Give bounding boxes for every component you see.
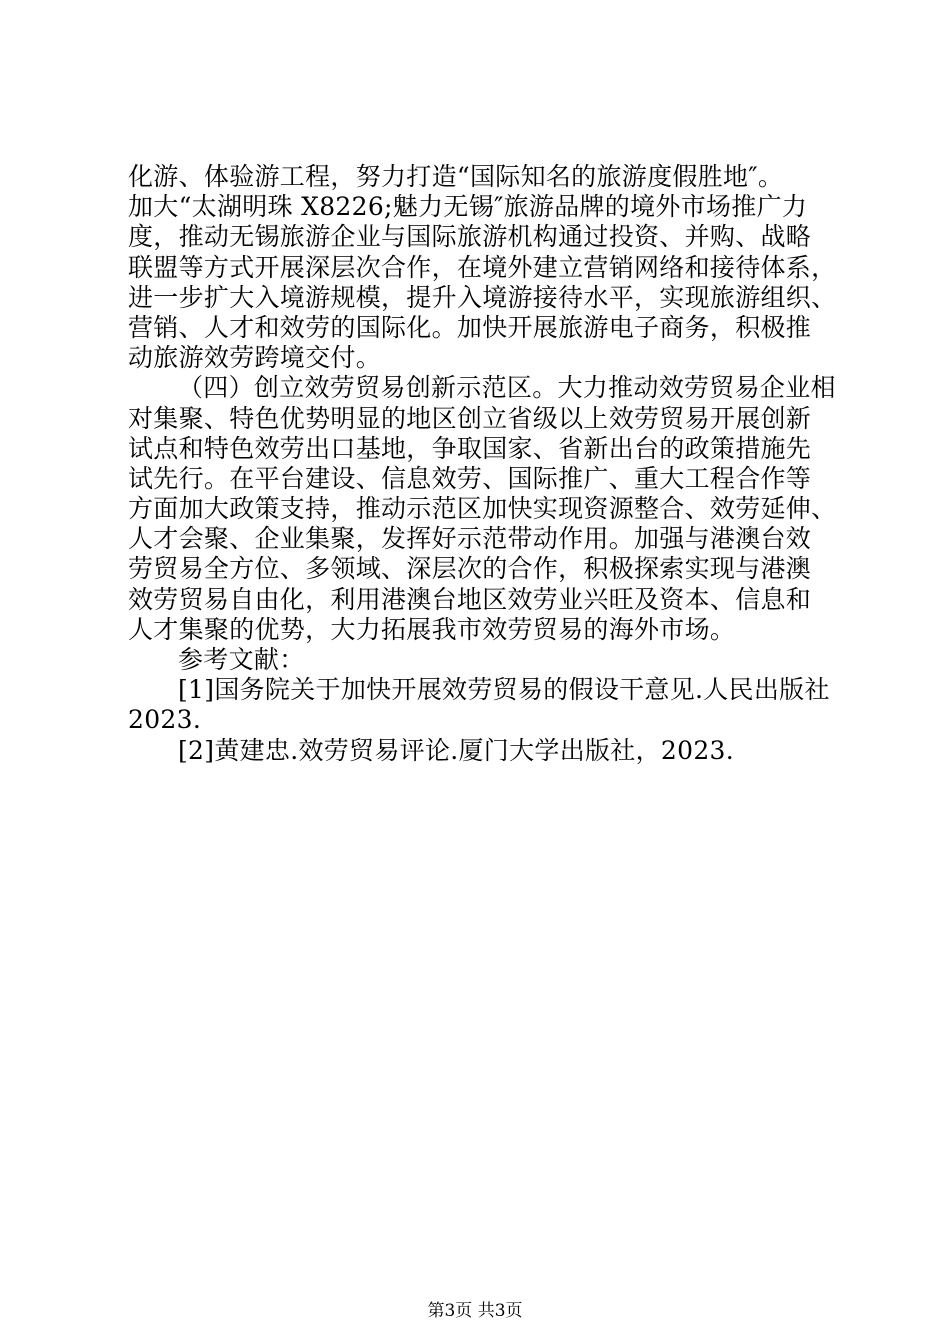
text-line: 度，推动无锡旅游企业与国际旅游机构通过投资、并购、战略: [128, 222, 812, 252]
page-number-footer: 第3页 共3页: [427, 1301, 523, 1321]
text-line: （四）创立效劳贸易创新示范区。大力推动效劳贸易企业相: [178, 373, 836, 403]
text-line: 加大“太湖明珠 X8226;魅力无锡″旅游品牌的境外市场推广力: [128, 192, 808, 222]
text-line: 方面加大政策支持，推动示范区加快实现资源整合、效劳延伸、: [128, 494, 837, 524]
text-line: 试先行。在平台建设、信息效劳、国际推广、重大工程合作等: [128, 463, 812, 493]
text-line: [2]黄建忠.效劳贸易评论.厦门大学出版社，2023.: [178, 735, 734, 765]
text-line: 动旅游效劳跨境交付。: [128, 343, 382, 373]
text-line: 试点和特色效劳出口基地，争取国家、省新出台的政策措施先: [128, 433, 812, 463]
paragraph-tourism: [128, 162, 837, 373]
text-line: 营销、人才和效劳的国际化。加快开展旅游电子商务，积极推: [128, 312, 812, 342]
text-line: [1]国务院关于加快开展效劳贸易的假设干意见.人民出版社: [178, 675, 830, 705]
text-line: 进一步扩大入境游规模，提升入境游接待水平，实现旅游组织、: [128, 282, 837, 312]
references-heading: 参考文献：: [178, 645, 305, 674]
reference-item: [128, 675, 828, 735]
text-line: 人才集聚的优势，大力拓展我市效劳贸易的海外市场。: [128, 614, 736, 644]
text-line: 2023.: [128, 705, 202, 735]
text-line: 人才会聚、企业集聚，发挥好示范带动作用。加强与港澳台效: [128, 524, 812, 554]
reference-item: [128, 736, 828, 766]
text-line: 化游、体验游工程，努力打造“国际知名的旅游度假胜地″。: [128, 162, 784, 191]
document-body: [128, 162, 837, 766]
text-line: 对集聚、特色优势明显的地区创立省级以上效劳贸易开展创新: [128, 403, 812, 433]
paragraph-demo-zone: [128, 373, 837, 645]
text-line: 效劳贸易自由化，利用港澳台地区效劳业兴旺及资本、信息和: [128, 584, 812, 614]
text-line: 联盟等方式开展深层次合作，在境外建立营销网络和接待体系，: [128, 252, 837, 282]
text-line: 劳贸易全方位、多领域、深层次的合作，积极探索实现与港澳: [128, 554, 812, 584]
